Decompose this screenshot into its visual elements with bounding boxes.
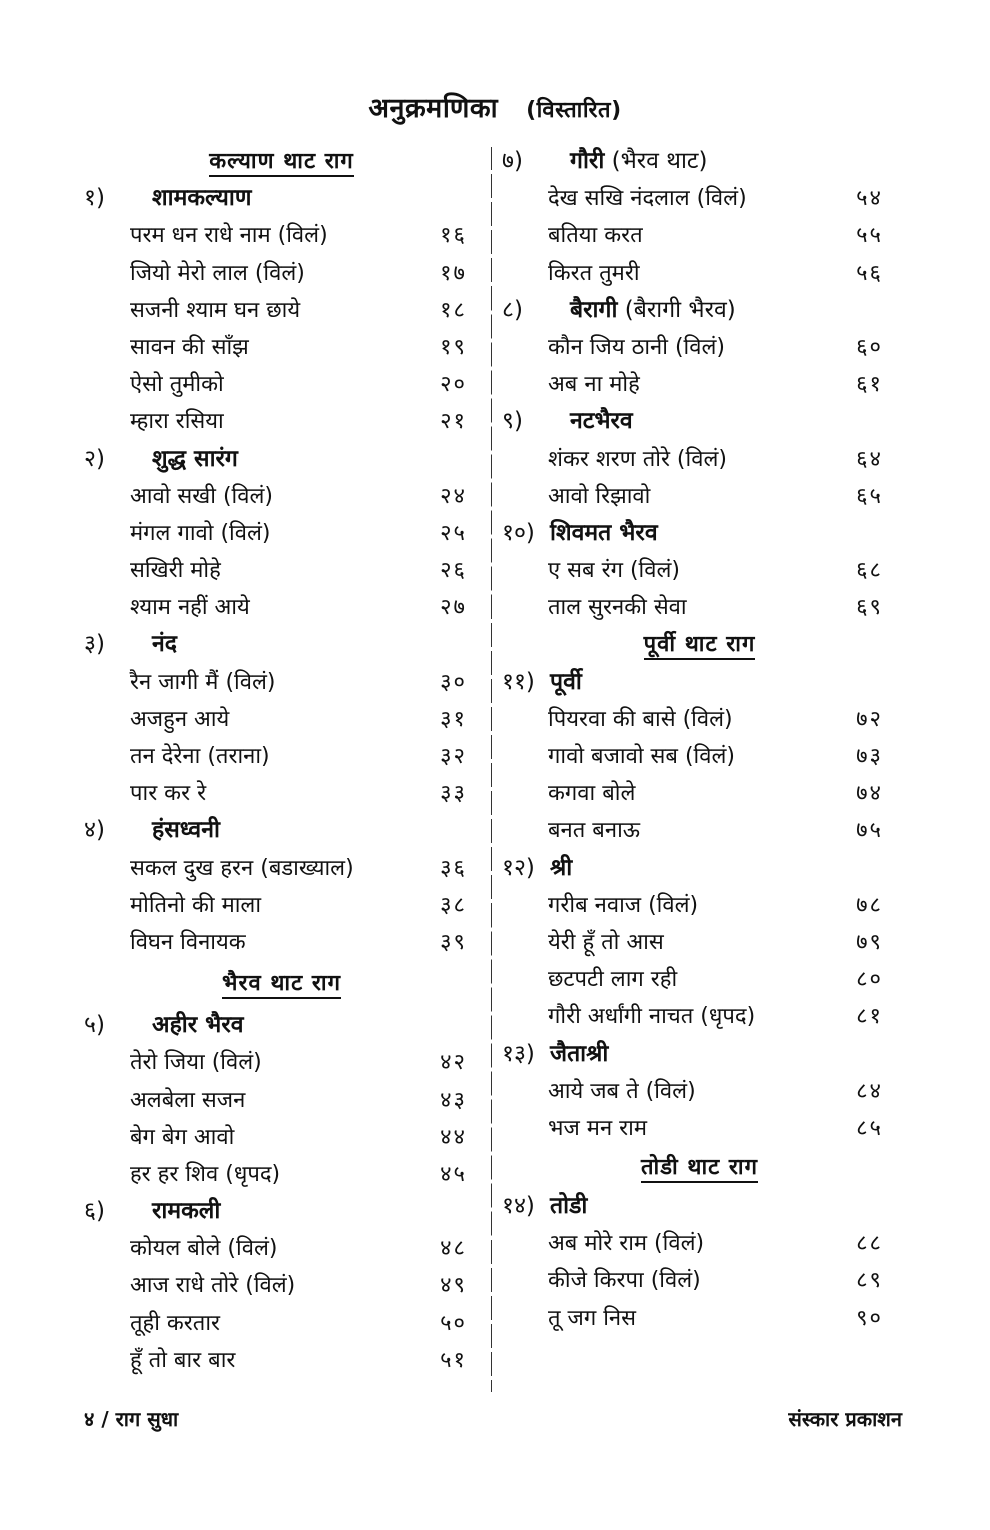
- left-column: [84, 143, 479, 1379]
- song-entry[interactable]: पार कर रे ३३: [130, 781, 467, 807]
- song-entry[interactable]: अब ना मोहे ६१: [548, 372, 883, 398]
- song-entry[interactable]: कगवा बोले ७४: [548, 781, 883, 807]
- section-heading-purvi: पूर्वी थाट राग: [502, 626, 897, 663]
- raga-heading: १०) शिवमत भैरव: [502, 519, 658, 546]
- song-entry[interactable]: तूही करतार ५०: [130, 1310, 467, 1336]
- song-entry[interactable]: देख सखि नंदलाल (विलं) ५४: [548, 186, 883, 212]
- song-entry[interactable]: कौन जिय ठानी (विलं) ६०: [548, 334, 883, 360]
- raga-heading: ३) नंद: [84, 631, 177, 658]
- section-heading-todi: तोडी थाट राग: [502, 1147, 897, 1188]
- raga-heading: २) शुद्ध सारंग: [84, 445, 238, 472]
- song-entry[interactable]: कोयल बोले (विलं) ४८: [130, 1236, 467, 1262]
- raga-heading: ७) गौरी (भैरव थाट): [502, 148, 708, 174]
- song-entry[interactable]: ए सब रंग (विलं) ६८: [548, 558, 883, 584]
- raga-heading: ४) हंसध्वनी: [84, 817, 220, 844]
- song-entry[interactable]: आये जब ते (विलं) ८४: [548, 1078, 883, 1104]
- raga-heading: ६) रामकली: [84, 1198, 221, 1225]
- song-entry[interactable]: श्याम नहीं आये २७: [130, 595, 467, 621]
- raga-heading: ८) बैरागी (बैरागी भैरव): [502, 296, 736, 323]
- song-entry[interactable]: गावो बजावो सब (विलं) ७३: [548, 744, 883, 769]
- raga-heading: ९) नटभैरव: [502, 408, 633, 435]
- raga-heading: १४) तोडी: [502, 1193, 588, 1220]
- song-entry[interactable]: गौरी अर्धांगी नाचत (धृपद) ८१: [548, 1004, 883, 1030]
- song-entry[interactable]: अब मोरे राम (विलं) ८८: [548, 1231, 883, 1257]
- song-entry[interactable]: कीजे किरपा (विलं) ८९: [548, 1268, 883, 1294]
- song-entry[interactable]: तन देरेना (तराना) ३२: [130, 744, 467, 769]
- song-entry[interactable]: शंकर शरण तोरे (विलं) ६४: [548, 446, 883, 472]
- song-entry[interactable]: जियो मेरो लाल (विलं) १७: [130, 260, 467, 286]
- song-entry[interactable]: तू जग निस ९०: [548, 1305, 883, 1331]
- song-entry[interactable]: बेग बेग आवो ४४: [130, 1124, 467, 1150]
- raga-heading: १३) जैताश्री: [502, 1040, 609, 1067]
- song-entry[interactable]: म्हारा रसिया २१: [130, 409, 467, 435]
- page-title: [0, 88, 990, 125]
- song-entry[interactable]: बनत बनाऊ ७५: [548, 818, 883, 844]
- song-entry[interactable]: सावन की साँझ १९: [130, 334, 467, 360]
- song-entry[interactable]: अलबेला सजन ४३: [130, 1087, 467, 1113]
- song-entry[interactable]: मोतिनो की माला ३८: [130, 892, 467, 918]
- song-entry[interactable]: भज मन राम ८५: [548, 1115, 883, 1141]
- song-entry[interactable]: सखिरी मोहे २६: [130, 558, 467, 584]
- raga-heading: ११) पूर्वी: [502, 668, 582, 695]
- song-entry[interactable]: आवो रिझावो ६५: [548, 483, 883, 509]
- raga-heading: १) शामकल्याण: [84, 185, 252, 212]
- song-entry[interactable]: हर हर शिव (धृपद) ४५: [130, 1161, 467, 1187]
- song-entry[interactable]: तेरो जिया (विलं) ४२: [130, 1050, 467, 1076]
- song-entry[interactable]: छटपटी लाग रही ८०: [548, 967, 883, 993]
- title-subtitle: (विस्तारित): [526, 98, 622, 123]
- section-heading-kalyan: कल्याण थाट राग: [84, 143, 479, 180]
- song-entry[interactable]: विघन विनायक ३९: [130, 929, 467, 955]
- title-text: अनुक्रमणिका: [368, 93, 499, 124]
- song-entry[interactable]: अजहुन आये ३१: [130, 706, 467, 732]
- footer-page-label: ४ / राग सुधा: [84, 1407, 179, 1431]
- column-divider: [491, 147, 492, 1392]
- song-entry[interactable]: सजनी श्याम घन छाये १८: [130, 297, 467, 323]
- song-entry[interactable]: येरी हूँ तो आस ७९: [548, 929, 883, 955]
- song-entry[interactable]: परम धन राधे नाम (विलं) १६: [130, 223, 467, 249]
- song-entry[interactable]: रैन जागी मैं (विलं) ३०: [130, 669, 467, 695]
- song-entry[interactable]: आवो सखी (विलं) २४: [130, 483, 467, 509]
- song-entry[interactable]: गरीब नवाज (विलं) ७८: [548, 892, 883, 918]
- song-entry[interactable]: हूँ तो बार बार ५१: [130, 1347, 467, 1373]
- raga-heading: ५) अहीर भैरव: [84, 1012, 244, 1039]
- song-entry[interactable]: किरत तुमरी ५६: [548, 260, 883, 286]
- song-entry[interactable]: ऐसो तुमीको २०: [130, 372, 467, 398]
- song-entry[interactable]: बतिया करत ५५: [548, 223, 883, 249]
- raga-heading: १२) श्री: [502, 854, 573, 881]
- song-entry[interactable]: सकल दुख हरन (बडाख्याल) ३६: [130, 855, 467, 881]
- song-entry[interactable]: पियरवा की बासे (विलं) ७२: [548, 706, 883, 732]
- song-entry[interactable]: आज राधे तोरे (विलं) ४९: [130, 1273, 467, 1299]
- right-column: [502, 143, 897, 1337]
- song-entry[interactable]: ताल सुरनकी सेवा ६९: [548, 595, 883, 621]
- footer-publisher: संस्कार प्रकाशन: [788, 1407, 902, 1431]
- section-heading-bhairav: भैरव थाट राग: [84, 961, 479, 1007]
- song-entry[interactable]: मंगल गावो (विलं) २५: [130, 520, 467, 546]
